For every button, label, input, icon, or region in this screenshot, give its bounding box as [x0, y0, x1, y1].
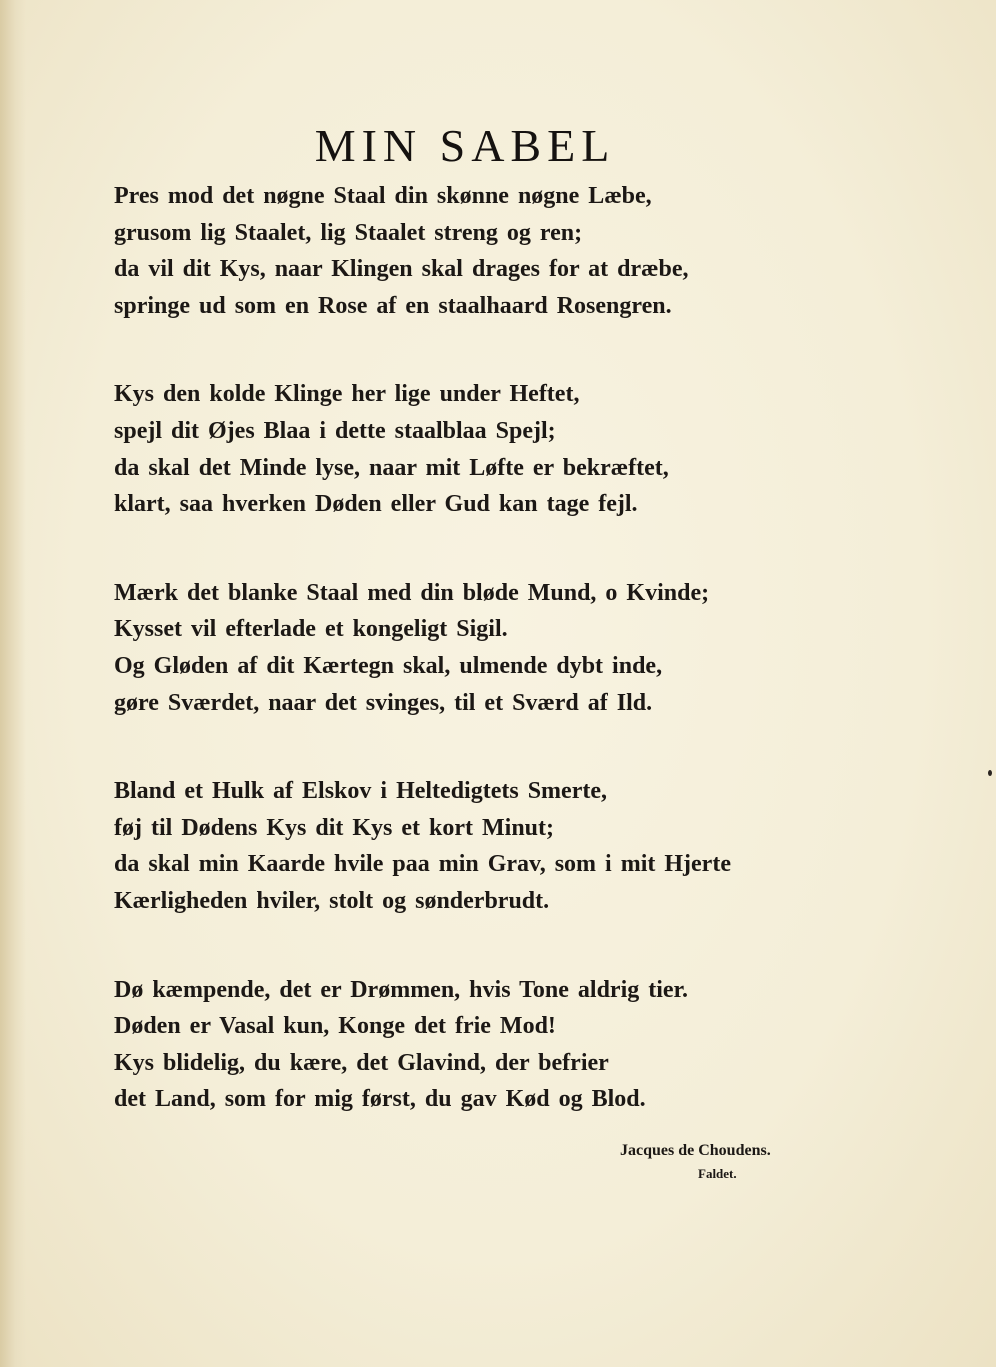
poem-line: Og Gløden af dit Kærtegn skal, ulmende dybt inde,: [114, 652, 663, 679]
stanza-3: [114, 575, 874, 721]
poem-line: da skal min Kaarde hvile paa min Grav, som i mit Hjerte: [114, 851, 731, 878]
stanza-2: [114, 376, 874, 522]
paper-speck: [988, 770, 992, 776]
poem-line: Kys den kolde Klinge her lige under Heftet,: [114, 381, 580, 408]
poem-line: Dø kæmpende, det er Drømmen, hvis Tone aldrig tier.: [114, 976, 689, 1003]
poem-line: Bland et Hulk af Elskov i Heltedigtets Smerte,: [114, 778, 607, 805]
poem-line: grusom lig Staalet, lig Staalet streng og ren;: [114, 219, 583, 246]
poem-line: Kysset vil efterlade et kongeligt Sigil.: [114, 616, 508, 643]
poem-line: spejl dit Øjes Blaa i dette staalblaa Spejl;: [114, 417, 556, 444]
poem-signature: [620, 1142, 830, 1182]
stanza-5: [114, 972, 874, 1118]
poem-line: klart, saa hverken Døden eller Gud kan tage fejl.: [114, 491, 638, 518]
author-name: Jacques de Choudens.: [620, 1142, 771, 1159]
poem-line: springe ud som en Rose af en staalhaard Rosengren.: [114, 292, 672, 319]
poem-line: det Land, som for mig først, du gav Kød og Blod.: [114, 1086, 646, 1113]
poem-line: Mærk det blanke Staal med din bløde Mund, o Kvinde;: [114, 579, 710, 606]
poem-title: MIN SABEL: [314, 119, 616, 171]
page-edge-shadow: [0, 0, 26, 1367]
stanza-1: [114, 178, 874, 324]
poem-line: føj til Dødens Kys dit Kys et kort Minut;: [114, 814, 554, 841]
poem-line: Døden er Vasal kun, Konge det frie Mod!: [114, 1013, 556, 1040]
poem-line: Kærligheden hviler, stolt og sønderbrudt.: [114, 887, 550, 914]
stanza-4: [114, 773, 874, 919]
author-note: Faldet.: [698, 1166, 737, 1181]
poem-line: da skal det Minde lyse, naar mit Løfte er bekræftet,: [114, 454, 669, 481]
poem-body: [114, 178, 874, 1170]
poem-line: da vil dit Kys, naar Klingen skal drages for at dræbe,: [114, 256, 689, 283]
poem-line: Kys blidelig, du kære, det Glavind, der befrier: [114, 1049, 609, 1076]
poem-line: gøre Sværdet, naar det svinges, til et Sværd af Ild.: [114, 689, 653, 716]
poem-line: Pres mod det nøgne Staal din skønne nøgne Læbe,: [114, 183, 652, 209]
